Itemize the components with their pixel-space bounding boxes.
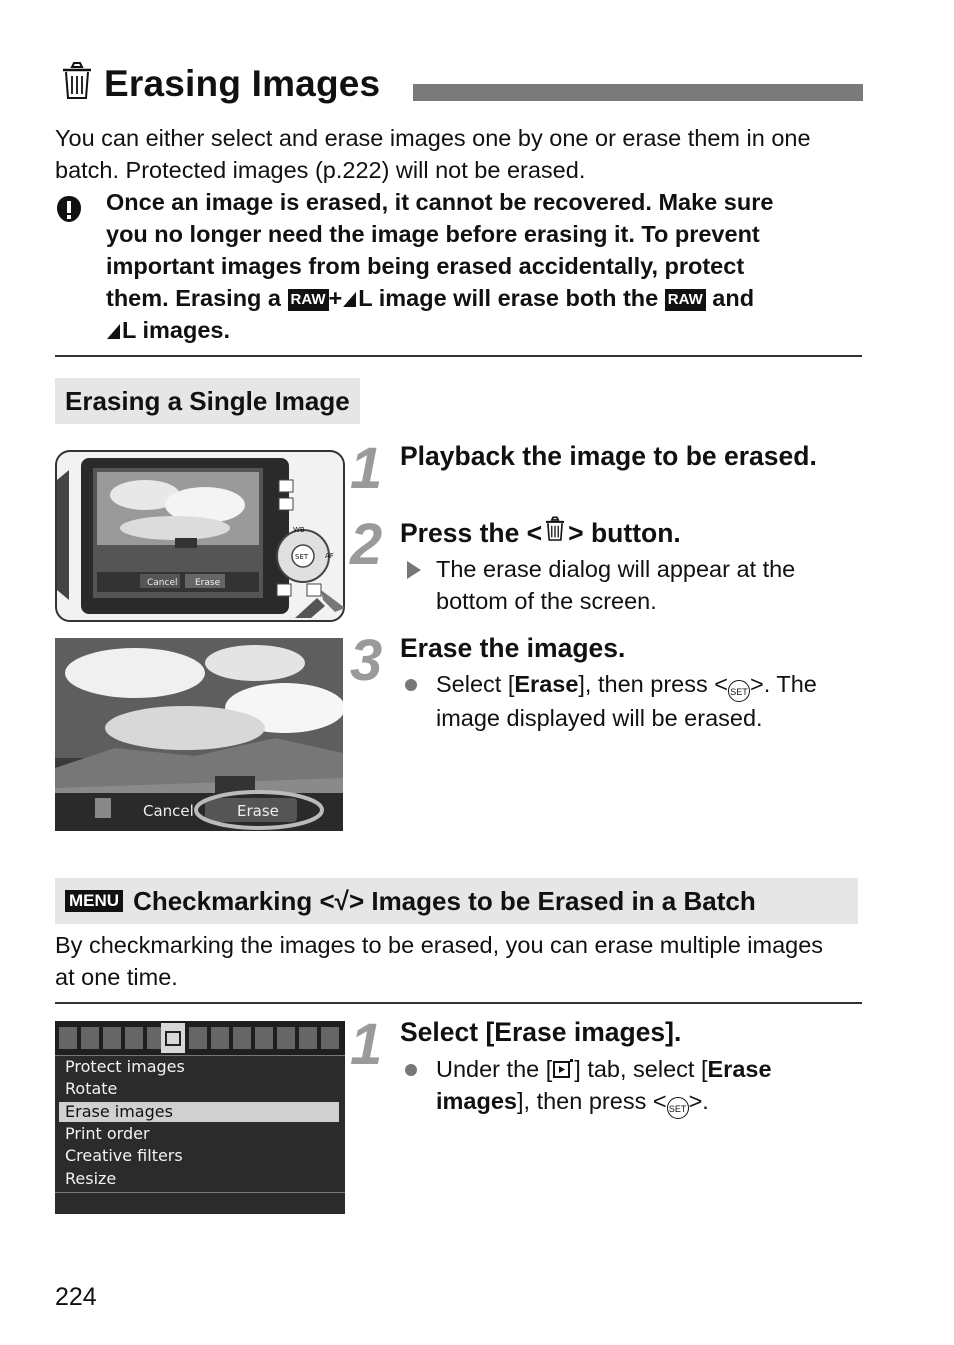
menu-icon: MENU <box>65 890 123 912</box>
menu-item[interactable]: Protect images <box>65 1057 185 1076</box>
step-number: 1 <box>350 436 383 501</box>
menu-item-selected[interactable]: Erase images <box>65 1102 173 1121</box>
camera-back-image <box>55 450 345 627</box>
plus-sign: + <box>328 285 343 311</box>
step-title-part: Press the < <box>400 518 543 548</box>
menu-item[interactable]: Creative filters <box>65 1146 183 1165</box>
step-body-bold: Erase <box>514 671 579 697</box>
menu-tab-bar <box>55 1021 345 1055</box>
raw-icon: RAW <box>665 289 706 311</box>
step-body <box>436 1053 856 1119</box>
batch-intro-text: By checkmarking the images to be erased, you can erase multiple images at one time. <box>55 932 824 990</box>
menu-screen-image <box>55 1021 345 1214</box>
step-body-part: ], then press < <box>517 1088 667 1114</box>
section-heading-text: Erasing a Single Image <box>65 385 350 416</box>
step-body-part: Under the [ <box>436 1056 553 1082</box>
result-arrow-icon <box>407 561 421 579</box>
step-body <box>436 668 866 734</box>
set-button-icon: SET <box>728 680 750 702</box>
step-title: Select [Erase images]. <box>400 1017 682 1047</box>
playback-tab-icon <box>552 1056 574 1082</box>
intro-text: You can either select and erase images one by one or erase them in one batch. Protected images (p.222) will not be erased. <box>55 125 811 183</box>
bullet-icon <box>405 679 417 691</box>
large-erase-label: Erase <box>237 802 279 820</box>
small-erase-label: Erase <box>195 578 221 588</box>
caution-text <box>106 186 856 346</box>
step-body: The erase dialog will appear at the bottom of the screen. <box>436 556 796 614</box>
page-number: 224 <box>55 1283 97 1311</box>
large-fine-icon <box>106 317 122 343</box>
step-number: 1 <box>350 1012 383 1077</box>
step-body-part: ] tab, select [ <box>574 1056 708 1082</box>
page-title <box>60 62 380 105</box>
checkmark-icon: √ <box>334 885 349 916</box>
caution-line: you no longer need the image before erasing it. To prevent <box>106 221 760 247</box>
step-title: Erase the images. <box>400 633 626 663</box>
caution-text-part: them. Erasing a <box>106 285 281 311</box>
caution-line <box>106 282 856 314</box>
divider <box>55 355 862 357</box>
menu-separator <box>55 1192 345 1193</box>
step-body-bold: Erase images <box>436 1056 772 1114</box>
erase-screen-image <box>55 638 343 836</box>
trash-icon <box>60 62 94 105</box>
camera-wb-label: WB <box>293 526 305 534</box>
caution-text-part: image will erase both the <box>378 285 659 311</box>
raw-icon: RAW <box>288 289 329 311</box>
camera-set-label: SET <box>295 553 309 561</box>
step-title: Playback the image to be erased. <box>400 441 817 471</box>
step-number: 3 <box>350 628 383 693</box>
bullet-icon <box>405 1064 417 1076</box>
menu-separator <box>55 1055 345 1056</box>
page-title-text: Erasing Images <box>104 62 381 104</box>
caution-text-part: and <box>712 285 755 311</box>
section-heading-batch <box>55 878 858 924</box>
step-number: 2 <box>350 512 383 577</box>
caution-icon <box>55 194 83 229</box>
step-body-part: >. The image displayed will be erased. <box>436 671 817 731</box>
step-body-part: >. <box>688 1088 709 1114</box>
divider <box>55 1002 862 1004</box>
set-button-icon: SET <box>667 1097 689 1119</box>
caution-line: important images from being erased accidentally, protect <box>106 253 745 279</box>
section-heading-part: Checkmarking < <box>133 885 335 916</box>
menu-item[interactable]: Rotate <box>65 1079 118 1098</box>
trash-icon <box>542 516 568 550</box>
step-title-part: > button. <box>568 518 681 548</box>
section-heading-single <box>55 378 360 424</box>
large-mark: L <box>122 317 136 343</box>
large-cancel-label: Cancel <box>143 802 194 820</box>
small-cancel-label: Cancel <box>147 578 178 588</box>
menu-item[interactable]: Resize <box>65 1169 117 1188</box>
caution-text-part: images. <box>142 317 230 343</box>
large-fine-icon <box>342 285 358 311</box>
step-title <box>400 516 681 550</box>
caution-line <box>106 314 856 346</box>
camera-af-label: AF <box>325 552 334 560</box>
large-mark: L <box>358 285 373 311</box>
step-body-part: ], then press < <box>578 671 728 697</box>
title-bar <box>413 84 863 101</box>
step-body-part: Select [ <box>436 671 515 697</box>
section-heading-part: > Images to be Erased in a Batch <box>348 885 756 916</box>
caution-line: Once an image is erased, it cannot be recovered. Make sure <box>106 189 774 215</box>
menu-item[interactable]: Print order <box>65 1124 150 1143</box>
